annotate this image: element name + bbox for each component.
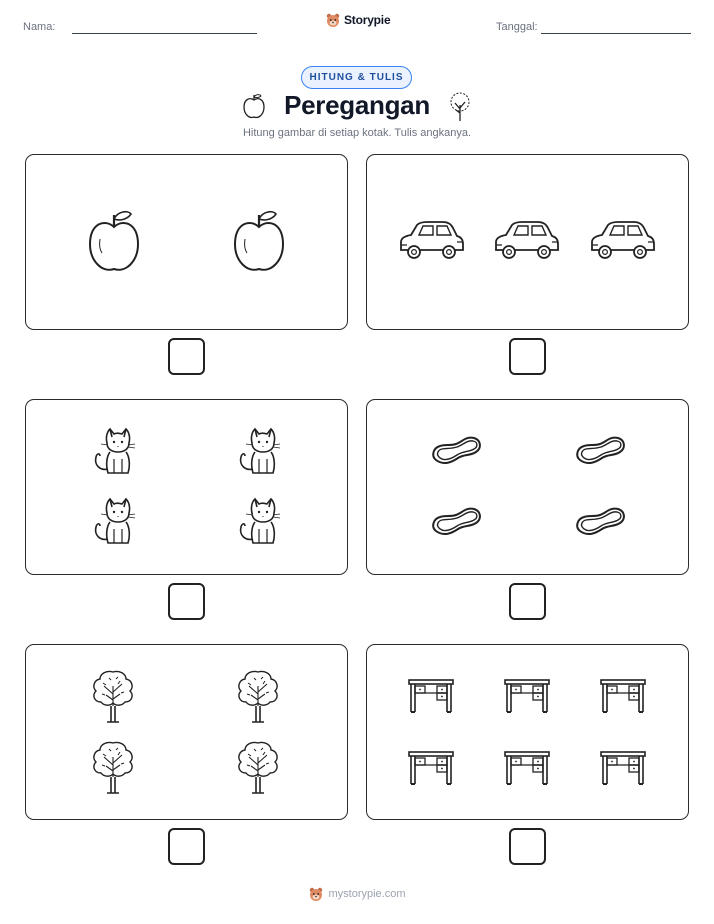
count-card-desks bbox=[366, 644, 689, 820]
answer-box-cars[interactable] bbox=[509, 338, 546, 375]
category-badge: HITUNG & TULIS bbox=[301, 66, 412, 89]
car-icon bbox=[397, 220, 465, 262]
page-title: Peregangan bbox=[284, 90, 430, 120]
brand bbox=[325, 12, 390, 28]
desk-icon bbox=[504, 678, 550, 714]
date-line[interactable] bbox=[541, 33, 691, 34]
apple-icon bbox=[86, 209, 142, 273]
cat-icon bbox=[233, 425, 283, 477]
answer-box-desks[interactable] bbox=[509, 828, 546, 865]
rubber-band-icon bbox=[430, 434, 483, 468]
cat-icon bbox=[233, 495, 283, 547]
count-card-cats bbox=[25, 399, 348, 575]
tree-icon bbox=[235, 668, 281, 724]
instructions: Hitung gambar di setiap kotak. Tulis angkanya. bbox=[242, 127, 472, 139]
count-card-rubber-bands bbox=[366, 399, 689, 575]
tree-icon bbox=[446, 91, 474, 123]
answer-box-trees[interactable] bbox=[168, 828, 205, 865]
rubber-band-icon bbox=[430, 505, 483, 539]
storypie-logo-icon bbox=[308, 886, 324, 902]
cat-icon bbox=[88, 425, 138, 477]
answer-box-cats[interactable] bbox=[168, 583, 205, 620]
car-icon bbox=[492, 220, 560, 262]
name-line[interactable] bbox=[72, 33, 257, 34]
date-label: Tanggal: bbox=[496, 21, 538, 33]
answer-box-apples[interactable] bbox=[168, 338, 205, 375]
answer-box-rubber-bands[interactable] bbox=[509, 583, 546, 620]
desk-icon bbox=[504, 750, 550, 786]
desk-icon bbox=[408, 750, 454, 786]
tree-icon bbox=[235, 739, 281, 795]
name-label: Nama: bbox=[23, 21, 56, 33]
tree-icon bbox=[90, 668, 136, 724]
rubber-band-icon bbox=[574, 505, 627, 539]
desk-icon bbox=[600, 750, 646, 786]
rubber-band-icon bbox=[574, 434, 627, 468]
tree-icon bbox=[90, 739, 136, 795]
cat-icon bbox=[88, 495, 138, 547]
footer bbox=[0, 886, 714, 902]
count-card-apples bbox=[25, 154, 348, 330]
storypie-logo-icon bbox=[325, 12, 341, 28]
brand-name: Storypie bbox=[344, 13, 391, 27]
count-card-trees bbox=[25, 644, 348, 820]
desk-icon bbox=[408, 678, 454, 714]
apple-icon bbox=[231, 209, 287, 273]
car-icon bbox=[588, 220, 656, 262]
footer-site-link[interactable]: mystorypie.com bbox=[328, 888, 406, 900]
desk-icon bbox=[600, 678, 646, 714]
